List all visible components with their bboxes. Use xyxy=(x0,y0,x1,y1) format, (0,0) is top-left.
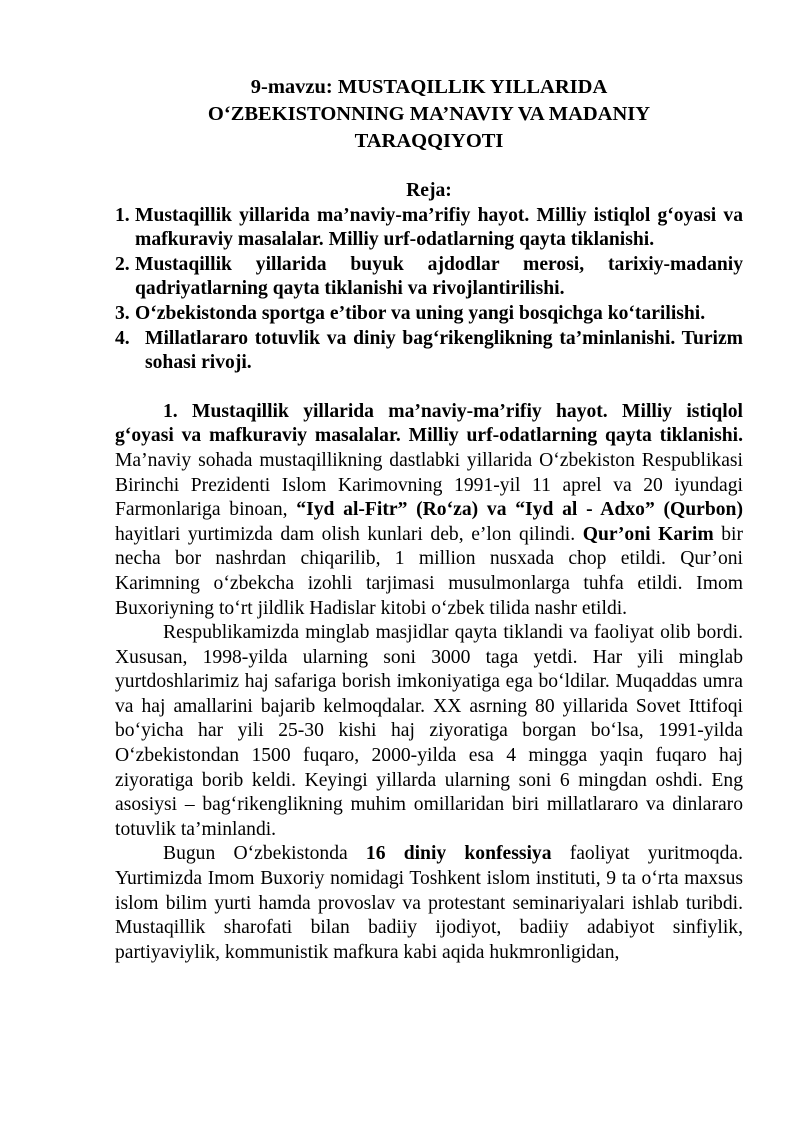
paragraph-text: Ma’naviy sohada mustaqillikning dastlabki yillarida O‘zbekiston Respublikasi Birinchi Prezidenti Islom Karimovning 1991-yil 11 aprel va 20 iyundagi Farmonlariga binoan, xyxy=(115,449,743,521)
paragraph-text: faoliyat yuritmoqda. Yurtimizda Imom Buxoriy nomidagi Toshkent islom instituti, 9 ta o‘rta maxsus islom bilim yurti hamda provoslav va protestant seminariyalari ishlab turibdi. Mustaqillik sharofati bilan badiiy ijodiyot, badiiy adabiyot sinfiylik, partiyaviylik, kommunistik mafkura kabi aqida hukmronligidan, xyxy=(115,843,743,963)
document-title xyxy=(115,74,743,155)
plan-item-1 xyxy=(115,204,743,253)
plan-item-number: 1. xyxy=(115,204,130,226)
plan-item-number: 4. xyxy=(115,327,130,349)
document-page xyxy=(115,74,743,965)
quran-emphasis: Qur’oni Karim xyxy=(582,523,714,545)
plan-item-3 xyxy=(115,302,743,327)
plan-item-number: 2. xyxy=(115,253,130,275)
title-line-1: 9-mavzu: MUSTAQILLIK YILLARIDA xyxy=(250,76,608,98)
plan-item-number: 3. xyxy=(115,302,130,324)
confessions-emphasis: 16 diniy konfessiya xyxy=(365,843,552,865)
paragraph-text: Bugun O‘zbekistonda xyxy=(163,843,366,865)
plan-list xyxy=(115,204,743,376)
section-1-heading: 1. Mustaqillik yillarida ma’naviy-ma’rifiy hayot. Milliy istiqlol g‘oyasi va mafkuraviy masalalar. Milliy urf-odatlarning qayta tiklanishi. xyxy=(115,400,743,447)
plan-item-text: Mustaqillik yillarida ma’naviy-ma’rifiy hayot. Milliy istiqlol g‘oyasi va mafkuraviy masalalar. Milliy urf-odatlarning qayta tiklanishi. xyxy=(135,204,743,251)
section-1-paragraph-3 xyxy=(115,842,743,965)
plan-heading: Reja: xyxy=(406,180,452,201)
holidays-emphasis: “Iyd al-Fitr” (Ro‘za) va “Iyd al - Adxo” (Qurbon) xyxy=(296,499,743,521)
plan-item-text: O‘zbekistonda sportga e’tibor va uning yangi bosqichga ko‘tarilishi. xyxy=(135,302,706,324)
plan-item-2 xyxy=(115,253,743,302)
paragraph-text: bir necha bor nashrdan chiqarilib, 1 million nusxada chop etildi. Qur’oni Karimning o‘zbekcha izohli tarjimasi musulmonlarga tuhfa etildi. Imom Buxoriyning to‘rt jildlik Hadislar kitobi o‘zbek tilida nashr etildi. xyxy=(115,523,743,619)
plan-item-text: Mustaqillik yillarida buyuk ajdodlar merosi, tarixiy-madaniy qadriyatlarning qayta tiklanishi va rivojlantirilishi. xyxy=(135,253,743,300)
section-spacer xyxy=(115,376,743,400)
section-1-paragraph-2: Respublikamizda minglab masjidlar qayta tiklandi va faoliyat olib bordi. Xususan, 1998-yilda ularning soni 3000 taga yetdi. Har yili minglab yurtdoshlarimiz haj safariga borish imkoniyatiga ega bo‘ldilar. Muqaddas umra va haj amallarini bajarib kelmoqdalar. XX asrning 80 yillarida Sovet Ittifoqi bo‘yicha har yili 25-30 kishi haj ziyoratiga borgan bo‘lsa, 1991-yilda O‘zbekistondan 1500 fuqaro, 2000-yilda esa 4 mingga yaqin fuqaro haj ziyoratiga borib keldi. Keyingi yillarda ularning soni 6 mingdan oshdi. Eng asosiysi – bag‘rikenglikning muhim omillaridan biri millatlararo va dinlararo totuvlik ta’minlandi. xyxy=(115,622,743,840)
plan-item-4 xyxy=(115,327,743,376)
title-line-2: O‘ZBEKISTONNING MA’NAVIY VA MADANIY xyxy=(207,103,651,125)
section-1-paragraph-1 xyxy=(115,400,743,621)
plan-item-text: Millatlararo totuvlik va diniy bag‘rikenglikning ta’minlanishi. Turizm sohasi rivoji. xyxy=(145,327,743,374)
paragraph-text: hayitlari yurtimizda dam olish kunlari deb, e’lon qilindi. xyxy=(115,523,583,545)
title-line-3: TARAQQIYOTI xyxy=(354,130,504,152)
